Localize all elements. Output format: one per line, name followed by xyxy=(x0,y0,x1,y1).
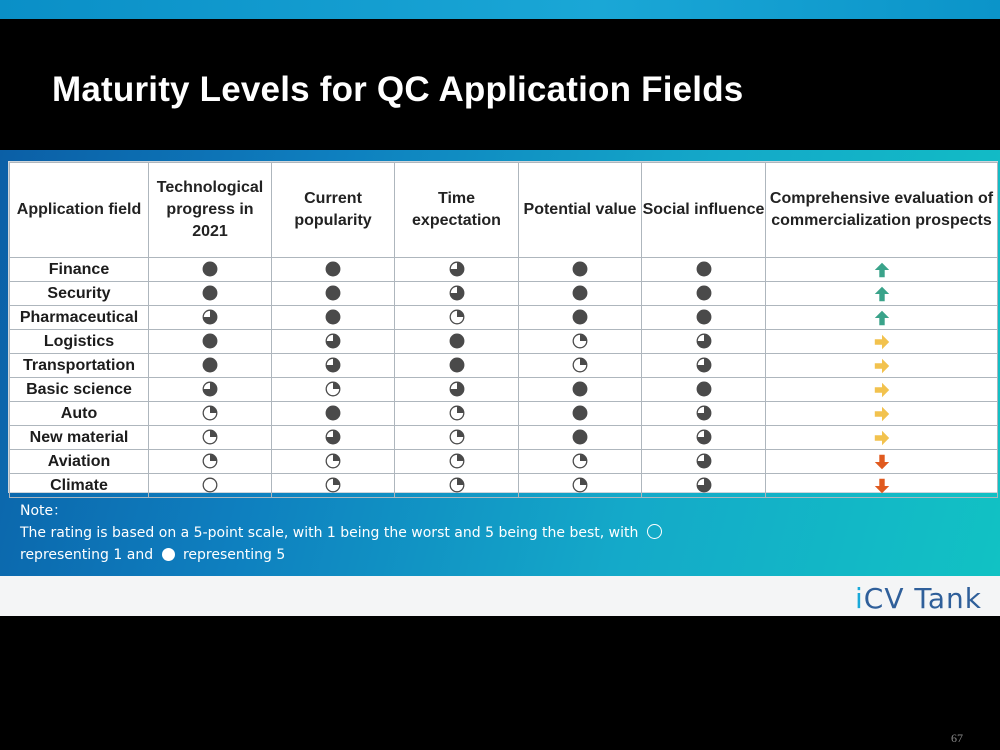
rating-2-icon xyxy=(325,381,341,397)
rating-5-icon xyxy=(572,429,588,445)
prospect-cell xyxy=(766,282,998,306)
logo-bar xyxy=(0,576,1000,616)
rating-2-icon xyxy=(202,453,218,469)
rating-4-icon xyxy=(696,477,712,493)
rating-cell xyxy=(642,258,766,282)
rating-2-icon xyxy=(572,357,588,373)
rating-cell xyxy=(272,450,395,474)
rating-cell xyxy=(642,282,766,306)
note xyxy=(20,500,666,566)
rating-cell xyxy=(395,450,519,474)
rating-cell xyxy=(519,474,642,498)
rating-4-icon xyxy=(202,309,218,325)
rating-1-icon xyxy=(202,477,218,493)
rating-cell xyxy=(149,474,272,498)
arrow-down-icon xyxy=(873,452,891,472)
rating-cell xyxy=(272,306,395,330)
application-field-cell: Aviation xyxy=(10,450,149,474)
prospect-cell xyxy=(766,402,998,426)
header-social-influence: Social influence xyxy=(642,163,766,258)
application-field-cell: Finance xyxy=(10,258,149,282)
rating-cell xyxy=(395,402,519,426)
application-field-cell: Auto xyxy=(10,402,149,426)
rating-cell xyxy=(519,450,642,474)
maturity-table xyxy=(9,162,998,498)
rating-2-icon xyxy=(449,477,465,493)
rating-4-icon xyxy=(696,357,712,373)
rating-cell xyxy=(519,258,642,282)
rating-2-icon xyxy=(449,309,465,325)
rating-cell xyxy=(519,282,642,306)
prospect-cell xyxy=(766,306,998,330)
rating-cell xyxy=(519,354,642,378)
rating-cell xyxy=(642,426,766,450)
rating-5-icon xyxy=(449,357,465,373)
header-application-field: Application field xyxy=(10,163,149,258)
rating-cell xyxy=(272,426,395,450)
rating-2-icon xyxy=(325,477,341,493)
rating-cell xyxy=(519,330,642,354)
rating-cell xyxy=(272,258,395,282)
rating-cell xyxy=(642,474,766,498)
rating-2-icon xyxy=(449,405,465,421)
rating-cell xyxy=(149,330,272,354)
rating-cell xyxy=(642,354,766,378)
rating-5-icon xyxy=(696,381,712,397)
rating-cell xyxy=(642,450,766,474)
rating-cell xyxy=(395,258,519,282)
application-field-cell: Pharmaceutical xyxy=(10,306,149,330)
table-body xyxy=(10,258,998,498)
rating-2-icon xyxy=(572,453,588,469)
rating-cell xyxy=(149,378,272,402)
rating-4-icon xyxy=(449,261,465,277)
prospect-cell xyxy=(766,450,998,474)
arrow-up-icon xyxy=(873,260,891,280)
content-panel xyxy=(0,150,1000,576)
rating-cell xyxy=(272,354,395,378)
rating-2-icon xyxy=(572,477,588,493)
rating-cell xyxy=(642,402,766,426)
header-potential-value: Potential value xyxy=(519,163,642,258)
application-field-cell: Basic science xyxy=(10,378,149,402)
rating-cell xyxy=(272,402,395,426)
rating-cell xyxy=(642,378,766,402)
rating-5-icon xyxy=(696,285,712,301)
rating-5-icon xyxy=(325,261,341,277)
note-line-2b: representing 5 xyxy=(182,547,286,563)
header-time-expectation: Time expectation xyxy=(395,163,519,258)
application-field-cell: Transportation xyxy=(10,354,149,378)
rating-cell xyxy=(395,330,519,354)
rating-4-icon xyxy=(696,405,712,421)
rating-cell xyxy=(149,402,272,426)
rating-2-icon xyxy=(449,429,465,445)
rating-4-icon xyxy=(696,333,712,349)
rating-cell xyxy=(395,378,519,402)
rating-5-icon xyxy=(202,357,218,373)
prospect-cell xyxy=(766,474,998,498)
table-row xyxy=(10,306,998,330)
rating-5-icon xyxy=(572,285,588,301)
rating-cell xyxy=(519,378,642,402)
arrow-right-icon xyxy=(873,380,891,400)
arrow-right-icon xyxy=(873,428,891,448)
rating-4-icon xyxy=(325,333,341,349)
arrow-right-icon xyxy=(873,332,891,352)
table-row xyxy=(10,282,998,306)
rating-5-icon xyxy=(449,333,465,349)
table-row xyxy=(10,426,998,450)
rating-5-icon xyxy=(696,309,712,325)
rating-cell xyxy=(395,282,519,306)
filled-circle-icon xyxy=(162,548,175,561)
header-technological-progress: Technological progress in 2021 xyxy=(149,163,272,258)
rating-cell xyxy=(642,306,766,330)
rating-cell xyxy=(395,474,519,498)
prospect-cell xyxy=(766,258,998,282)
rating-4-icon xyxy=(202,381,218,397)
note-heading: Note： xyxy=(20,503,68,519)
rating-cell xyxy=(272,330,395,354)
rating-cell xyxy=(272,378,395,402)
rating-cell xyxy=(642,330,766,354)
rating-2-icon xyxy=(202,429,218,445)
rating-cell xyxy=(149,354,272,378)
rating-5-icon xyxy=(202,261,218,277)
top-accent-bar xyxy=(0,0,1000,19)
rating-2-icon xyxy=(572,333,588,349)
maturity-table-container xyxy=(8,161,998,493)
rating-5-icon xyxy=(325,309,341,325)
table-row xyxy=(10,450,998,474)
prospect-cell xyxy=(766,354,998,378)
header-commercialization-prospects: Comprehensive evaluation of commercialization prospects xyxy=(766,163,998,258)
rating-cell xyxy=(149,258,272,282)
rating-cell xyxy=(149,306,272,330)
arrow-up-icon xyxy=(873,284,891,304)
rating-5-icon xyxy=(202,285,218,301)
icv-tank-logo: iCV Tank xyxy=(855,582,982,615)
slide-title: Maturity Levels for QC Application Fields xyxy=(52,70,744,109)
rating-cell xyxy=(272,474,395,498)
rating-5-icon xyxy=(325,405,341,421)
table-row xyxy=(10,330,998,354)
rating-4-icon xyxy=(449,285,465,301)
note-line-1: The rating is based on a 5-point scale, with 1 being the worst and 5 being the best, with xyxy=(20,525,639,541)
prospect-cell xyxy=(766,426,998,450)
arrow-up-icon xyxy=(873,308,891,328)
rating-cell xyxy=(272,282,395,306)
rating-cell xyxy=(519,426,642,450)
rating-4-icon xyxy=(449,381,465,397)
table-row xyxy=(10,258,998,282)
table-row xyxy=(10,354,998,378)
empty-circle-icon xyxy=(647,524,662,539)
rating-4-icon xyxy=(325,429,341,445)
rating-cell xyxy=(395,354,519,378)
rating-5-icon xyxy=(572,261,588,277)
prospect-cell xyxy=(766,378,998,402)
table-row xyxy=(10,378,998,402)
rating-4-icon xyxy=(696,429,712,445)
table-row xyxy=(10,474,998,498)
note-line-2a: representing 1 and xyxy=(20,547,154,563)
table-row xyxy=(10,402,998,426)
rating-cell xyxy=(149,426,272,450)
header-row xyxy=(10,163,998,258)
rating-cell xyxy=(395,426,519,450)
rating-4-icon xyxy=(325,357,341,373)
rating-5-icon xyxy=(572,405,588,421)
rating-5-icon xyxy=(696,261,712,277)
prospect-cell xyxy=(766,330,998,354)
page-number: 67 xyxy=(951,731,963,745)
header-current-popularity: Current popularity xyxy=(272,163,395,258)
application-field-cell: Logistics xyxy=(10,330,149,354)
rating-5-icon xyxy=(572,309,588,325)
rating-2-icon xyxy=(449,453,465,469)
application-field-cell: Climate xyxy=(10,474,149,498)
arrow-right-icon xyxy=(873,404,891,424)
application-field-cell: Security xyxy=(10,282,149,306)
rating-cell xyxy=(149,450,272,474)
rating-cell xyxy=(149,282,272,306)
rating-2-icon xyxy=(325,453,341,469)
rating-cell xyxy=(519,306,642,330)
rating-4-icon xyxy=(696,453,712,469)
rating-2-icon xyxy=(202,405,218,421)
rating-5-icon xyxy=(202,333,218,349)
arrow-right-icon xyxy=(873,356,891,376)
arrow-down-icon xyxy=(873,476,891,496)
rating-cell xyxy=(395,306,519,330)
rating-5-icon xyxy=(325,285,341,301)
application-field-cell: New material xyxy=(10,426,149,450)
rating-cell xyxy=(519,402,642,426)
rating-5-icon xyxy=(572,381,588,397)
